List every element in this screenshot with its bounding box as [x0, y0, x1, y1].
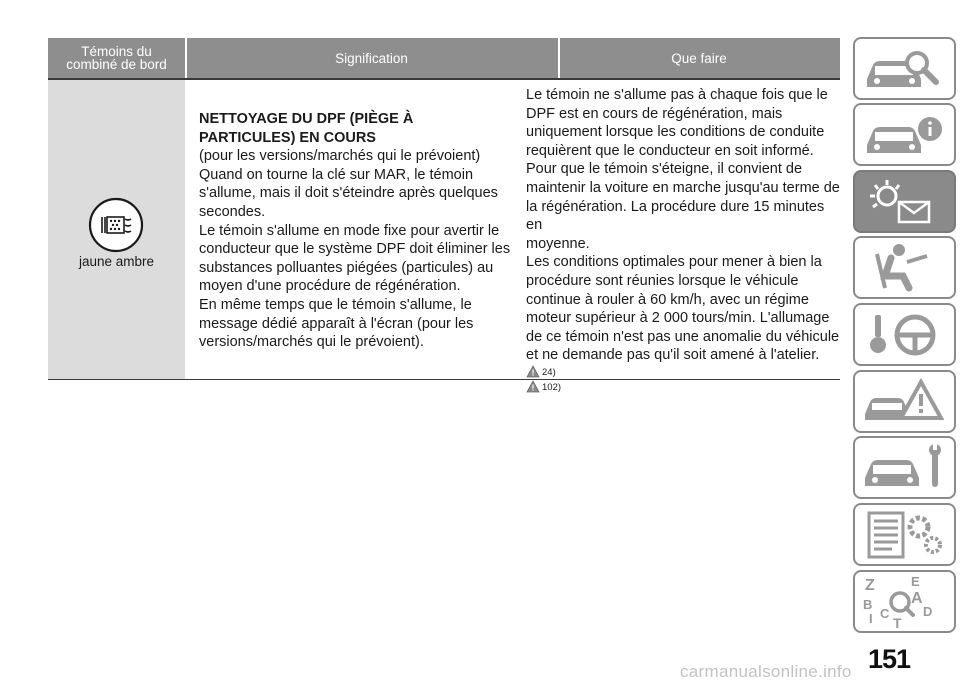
index-letter: A	[911, 590, 923, 607]
action-line: Pour que le témoin s'éteigne, il convient de	[526, 161, 803, 178]
emergency-tab[interactable]	[853, 370, 956, 433]
meaning-line: Le témoin s'allume en mode fixe pour avertir le	[199, 222, 500, 239]
meaning-title	[199, 110, 555, 147]
action-line: et ne demande pas qu'il soit amené à l'atelier.	[526, 347, 820, 364]
technical-data-tab[interactable]	[853, 503, 956, 566]
watermark: carmanualsonline.info	[680, 662, 852, 681]
meaning-cell	[199, 110, 555, 352]
car-info-icon	[855, 105, 954, 164]
index-tab[interactable]	[853, 570, 956, 633]
index-letter: E	[911, 574, 920, 589]
action-line: la régénération. La procédure dure 15 minutes en	[526, 198, 825, 234]
meaning-line: moyen d'une procédure de régénération.	[199, 278, 461, 295]
action-line: Les conditions optimales pour mener à bien la	[526, 254, 822, 271]
action-line: continue à rouler à 60 km/h, avec un régime	[526, 291, 809, 308]
warning-triangle-icon	[526, 380, 540, 393]
note-reference[interactable]	[526, 365, 844, 380]
title-line: PARTICULES) EN COURS	[199, 129, 376, 146]
meaning-line: substances polluantes piégées (particules) au	[199, 259, 494, 276]
index-letter: D	[923, 604, 933, 619]
header-line: Témoins du	[81, 44, 152, 59]
meaning-line: En même temps que le témoin s'allume, le	[199, 296, 472, 313]
header-meaning: Signification	[335, 50, 408, 66]
action-line: requièrent que le conducteur en soit informé.	[526, 142, 814, 159]
indicator-color-label: jaune ambre	[78, 254, 155, 269]
table-header	[48, 38, 840, 80]
dpf-warning-icon	[87, 196, 145, 254]
action-line: uniquement lorsque les conditions de conduite	[526, 124, 825, 141]
seated-person-icon	[855, 238, 954, 297]
indicator-cell	[48, 80, 185, 379]
action-line: maintenir la voiture en marche jusqu'au terme de	[526, 179, 840, 196]
index-letter: B	[863, 597, 873, 612]
action-cell	[526, 86, 844, 395]
warning-lights-tab[interactable]	[853, 170, 956, 233]
list-gears-icon	[855, 505, 954, 564]
alphabet-magnifier-icon	[855, 572, 954, 631]
index-letter: C	[880, 606, 890, 621]
meaning-line: (pour les versions/marchés qui le prévoient)	[199, 148, 481, 165]
light-envelope-icon	[855, 172, 954, 231]
driving-tab[interactable]	[853, 303, 956, 366]
meaning-line: Quand on tourne la clé sur MAR, le témoin	[199, 166, 474, 183]
car-info-tab[interactable]	[853, 103, 956, 166]
index-letter: Z	[865, 577, 875, 594]
index-letter: T	[893, 615, 902, 631]
header-warning-lights	[48, 38, 185, 78]
action-line: moteur supérieur à 2 000 tours/min. L'allumage	[526, 310, 830, 327]
action-line: moyenne.	[526, 235, 590, 252]
key-steering-wheel-icon	[855, 305, 954, 364]
note-number: 102)	[542, 381, 562, 393]
header-action: Que faire	[671, 50, 727, 66]
action-line: DPF est en cours de régénération, mais	[526, 105, 783, 122]
safety-tab[interactable]	[853, 236, 956, 299]
title-line: NETTOYAGE DU DPF (PIÈGE À	[199, 111, 414, 127]
car-warning-triangle-icon	[855, 372, 954, 431]
action-line: procédure sont réunies lorsque le véhicule	[526, 272, 799, 289]
index-letter: I	[869, 611, 873, 626]
header-line: combiné de bord	[66, 57, 167, 72]
maintenance-tab[interactable]	[853, 436, 956, 499]
page-number: 151	[868, 644, 911, 674]
action-line: Le témoin ne s'allume pas à chaque fois que le	[526, 87, 828, 103]
car-magnifier-icon	[855, 39, 954, 98]
meaning-line: message dédié apparaît à l'écran (pour les	[199, 315, 474, 332]
meaning-line: conducteur que le système DPF doit éliminer les	[199, 241, 511, 258]
meaning-line: s'allume, mais il doit s'éteindre après quelques	[199, 185, 498, 202]
meaning-line: secondes.	[199, 203, 266, 220]
action-line: de ce témoin n'est pas une anomalie du véhicule	[526, 328, 840, 345]
meaning-line: versions/marchés qui le prévoient).	[199, 334, 424, 351]
warning-triangle-icon	[526, 365, 540, 378]
car-wrench-icon	[855, 438, 954, 497]
note-number: 24)	[542, 366, 556, 378]
table-row	[48, 80, 840, 393]
car-search-tab[interactable]	[853, 37, 956, 100]
note-reference[interactable]	[526, 380, 844, 395]
